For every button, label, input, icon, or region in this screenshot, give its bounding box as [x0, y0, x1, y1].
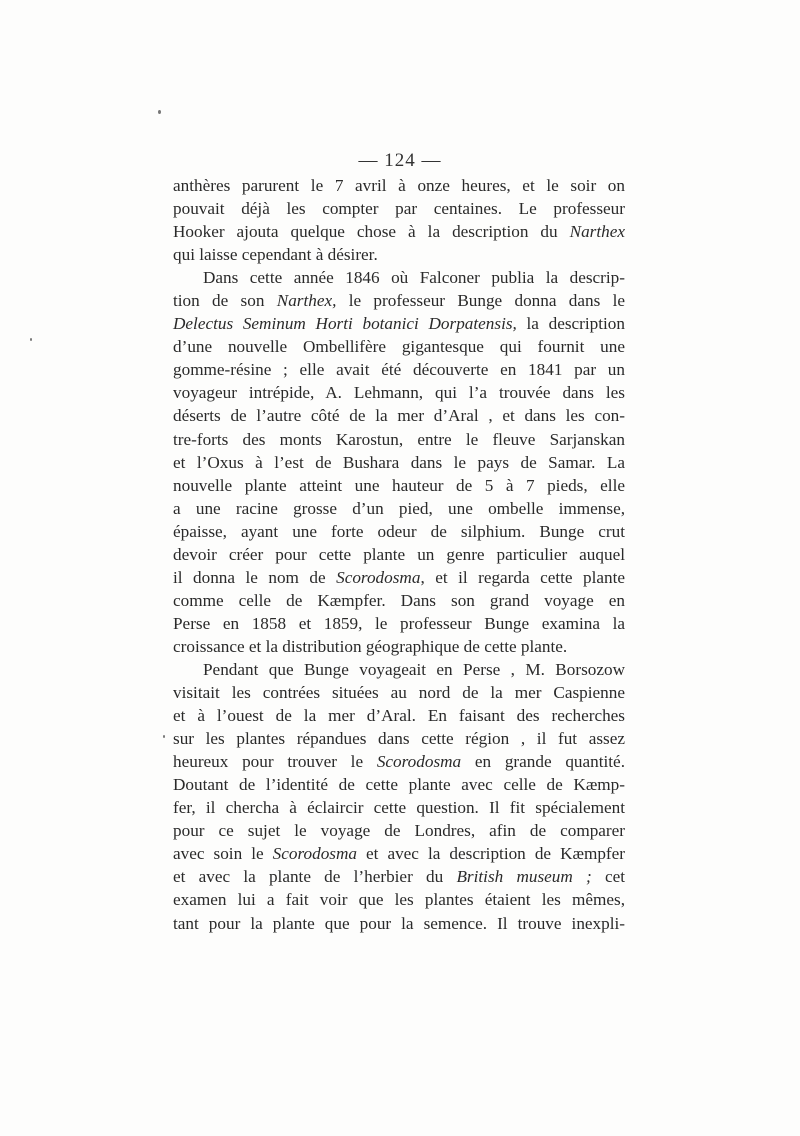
text-run: Doutant de l’identité de cette plante avec celle de Kæmp- [173, 775, 625, 795]
text-line [173, 266, 625, 289]
italic-run: British museum ; [456, 867, 592, 887]
text-run: pour ce sujet le voyage de Londres, afin de comparer [173, 821, 625, 841]
text-line [173, 681, 625, 704]
body-text [173, 174, 625, 935]
text-run: pouvait déjà les compter par centaines. Le professeur [173, 199, 625, 219]
text-run: fer, il chercha à éclaircir cette question. Il fit spécialement [173, 798, 625, 818]
text-run: nouvelle plante atteint une hauteur de 5 à 7 pieds, elle [173, 475, 625, 495]
text-line [173, 358, 625, 381]
italic-run: Narthex [569, 222, 625, 242]
text-run: le professeur Bunge donna dans le [336, 291, 626, 311]
text-run: et l’Oxus à l’est de Bushara dans le pays de Samar. La [173, 452, 625, 472]
text-run: et avec la description de Kæmpfer [356, 844, 625, 864]
italic-run: Narthex, [276, 291, 337, 311]
italic-run: Scorodosma [272, 844, 357, 864]
text-line [173, 589, 625, 612]
text-run: déserts de l’autre côté de la mer d’Aral , et dans les con- [173, 406, 625, 426]
text-line [173, 888, 625, 911]
text-line [173, 658, 625, 681]
text-run: la description [516, 314, 625, 334]
text-run: gomme-résine ; elle avait été découverte en 1841 par un [173, 360, 625, 380]
text-line [173, 612, 625, 635]
text-run: anthères parurent le 7 avril à onze heures, et le soir on [173, 176, 625, 195]
text-line [173, 842, 625, 865]
text-run: épaisse, ayant une forte odeur de silphium. Bunge crut [173, 521, 625, 541]
text-line [173, 451, 625, 474]
text-line [173, 773, 625, 796]
text-run: Pendant que Bunge voyageait en Perse , M. Borsozow [203, 659, 625, 679]
text-line [173, 704, 625, 727]
text-line [173, 750, 625, 773]
text-run: heureux pour trouver le [173, 752, 377, 772]
text-run: Dans cette année 1846 où Falconer publia la descrip- [203, 268, 625, 288]
scan-speck [158, 110, 161, 114]
text-run: examen lui a fait voir que les plantes étaient les mêmes, [173, 890, 625, 910]
text-run: tre-forts des monts Karostun, entre le fleuve Sarjanskan [173, 429, 625, 449]
text-run: croissance et la distribution géographique de cette plante. [173, 636, 568, 656]
text-line [173, 865, 625, 888]
text-line [173, 381, 625, 404]
scan-speck [30, 338, 32, 341]
text-run: devoir créer pour cette plante un genre particulier auquel [173, 544, 625, 564]
text-line [173, 404, 625, 427]
text-line [173, 497, 625, 520]
text-line [173, 912, 625, 935]
italic-run: Scorodosma [376, 752, 462, 772]
text-line [173, 243, 625, 266]
text-line [173, 796, 625, 819]
text-line [173, 428, 625, 451]
text-line [173, 635, 625, 658]
text-line [173, 543, 625, 566]
text-run: Perse en 1858 et 1859, le professeur Bunge examina la [173, 613, 625, 633]
text-line [173, 220, 625, 243]
text-run: Hooker ajouta quelque chose à la description du [173, 222, 570, 242]
text-run: sur les plantes répandues dans cette région , il fut assez [173, 729, 625, 749]
text-line [173, 289, 625, 312]
text-line [173, 312, 625, 335]
text-run: tant pour la plante que pour la semence. Il trouve inexpli- [173, 913, 625, 933]
text-run: qui laisse cependant à désirer. [173, 245, 378, 265]
text-run: tion de son [173, 291, 277, 311]
italic-run: Scorodosma [336, 567, 421, 587]
text-line [173, 520, 625, 543]
text-line [173, 819, 625, 842]
scan-speck [163, 735, 165, 738]
text-run: visitait les contrées situées au nord de la mer Caspienne [173, 683, 625, 703]
text-run: d’une nouvelle Ombellifère gigantesque qui fournit une [173, 337, 625, 357]
text-run: comme celle de Kæmpfer. Dans son grand voyage en [173, 590, 625, 610]
text-run: avec soin le [173, 844, 273, 864]
text-run: il donna le nom de [173, 567, 337, 587]
text-line [173, 566, 625, 589]
text-run: et avec la plante de l’herbier du [173, 867, 457, 887]
text-line [173, 174, 625, 197]
text-line [173, 335, 625, 358]
text-line [173, 474, 625, 497]
text-run: , et il regarda cette plante [420, 567, 625, 587]
page-number: — 124 — [358, 150, 442, 171]
text-run: voyageur intrépide, A. Lehmann, qui l’a trouvée dans les [173, 383, 625, 403]
text-line [173, 197, 625, 220]
text-run: et à l’ouest de la mer d’Aral. En faisant des recherches [173, 706, 625, 726]
text-run: cet [591, 867, 625, 887]
italic-run: Delectus Seminum Horti botanici Dorpatensis, [173, 314, 517, 334]
text-run: a une racine grosse d’un pied, une ombelle immense, [173, 498, 625, 518]
text-line [173, 727, 625, 750]
text-run: en grande quantité. [461, 752, 625, 772]
